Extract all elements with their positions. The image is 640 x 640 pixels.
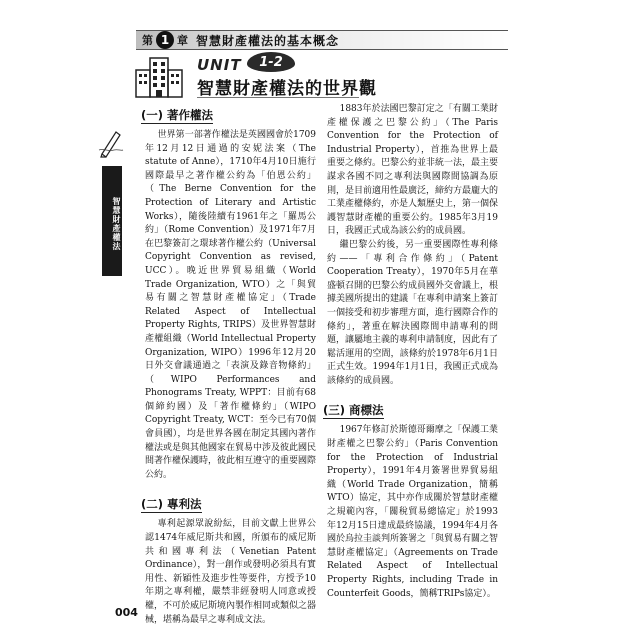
section-heading-text: (三) 商標法: [323, 403, 384, 418]
unit-label: UNIT: [197, 56, 242, 74]
paris-convention-paragraph: 1883年於法國巴黎訂定之「有關工業財產權保護之巴黎公約」（The Paris Convention for the Protection of Industrial Property），首推為世界上最重要之條約。巴黎公約並非統一法，最主要謀求各國不同之專利法與國際間協調為原則，是目前適用性最廣泛，締約方最龐大的工業產權條約，亦是人類歷史上，第一個保護智慧財產權的重要公約。1985年3月19日，我國正式成為該公約的成員國。: [327, 104, 499, 237]
section-heading-patent: [141, 496, 316, 512]
unit-title: 智慧財產權法的世界觀: [197, 79, 377, 99]
section-heading-text: (二) 專利法: [141, 497, 202, 512]
spacer: [327, 388, 498, 398]
right-column: [323, 103, 499, 601]
spacer: [145, 482, 316, 492]
chapter-suffix: 章: [177, 34, 188, 47]
chapter-title: 智慧財產權法的基本概念: [196, 33, 340, 48]
side-section-tab: 智慧財產權法: [102, 166, 122, 276]
pen-icon: [98, 128, 124, 158]
unit-number-badge: 1-2: [247, 52, 295, 72]
copyright-paragraph: 世界第一部著作權法是英國國會於1709年12月12日通過的安妮法案（The statute of Anne），1710年4月10日施行國際最早之著作權公約為「伯恩公約」（The Berne Convention for the Protection of Literary and Artistic Works），隨後陸續有1961年之「羅馬公約」（Rome Convention）及1971年7月在巴黎簽訂之環球著作權公約（Universal Copyright Convention as revised, UCC）。晚近世界貿易組織（World Trade Organization, WTO）之「與貿易有關之智慧財產權協定」（Trade Related Aspect of Intellectual Property Rights, TRIPS）及世界智慧財產權組織（World Intellectual Property Organization, WIPO）1996年12月20日外交會議通過之「表演及錄音物條約」（WIPO Performances and Phonograms Treaty, WPPT：目前有68個締約國）及「著作權條約」（WIPO Copyright Treaty, WCT：至今已有70個會員國），均是世界各國在制定其國內著作權法或是與其他國家在貿易中涉及彼此國民間著作權保護時，彼此相互遵守的重要國際公約。: [145, 130, 317, 480]
section-heading-text: (一) 著作權法: [141, 108, 214, 122]
chapter-prefix: 第: [142, 34, 153, 47]
section-heading-trademark: [323, 402, 498, 418]
chapter-header-bar: [136, 30, 508, 50]
building-icon: [135, 56, 183, 98]
title-divider: [197, 97, 359, 98]
page-number: 004: [115, 606, 138, 619]
patent-paragraph: 專利起源眾說紛紜，目前文獻上世界公認1474年威尼斯共和國，所頒布的威尼斯共和國專利法（Venetian Patent Ordinance），對一創作或發明必須具有實用性、新穎性及進步性等要件，方授予10年期之專利權，嚴禁非經發明人同意或授權，不可於威尼斯境內製作相同或類似之器械，堪稱為最早之專利成文法。: [145, 519, 317, 625]
pct-paragraph: 繼巴黎公約後，另一重要國際性專利條約——「專利合作條約」（Patent Cooperation Treaty），1970年5月在華盛頓召開的巴黎公約成員國外交會議上，根據美國所提出的建議「在專利申請案上簽訂一個接受和初步審理方面，進行國際合作的條約」，著重在解決國際間申請專利的問題，讓屬地主義的專利申請制度，因此有了鬆活運用的空間，該條約於1978年6月1日正式生效。1994年1月1日，我國正式成為該條約的成員國。: [327, 239, 499, 386]
chapter-number-badge: 1: [156, 31, 174, 49]
left-column: [141, 103, 317, 627]
trademark-paragraph: 1967年修訂於斯德哥爾摩之「保護工業財產權之巴黎公約」（Paris Convention for the Protection of Industrial Property），1991年4月簽署世界貿易組織（World Trade Organization，簡稱WTO）協定，其中亦作成關於智慧財產權之規範內容，「關稅貿易總協定」於1993年12月15日達成最終協議，1994年4月各國於烏拉圭談判所簽署之「與貿易有關之智慧財產權協定」（Agreements on Trade Related Aspect of Intellectual Property Rights, including Trade in Counterfeit Goods，簡稱TRIPs協定）。: [327, 425, 499, 599]
section-heading-copyright: [141, 107, 316, 123]
